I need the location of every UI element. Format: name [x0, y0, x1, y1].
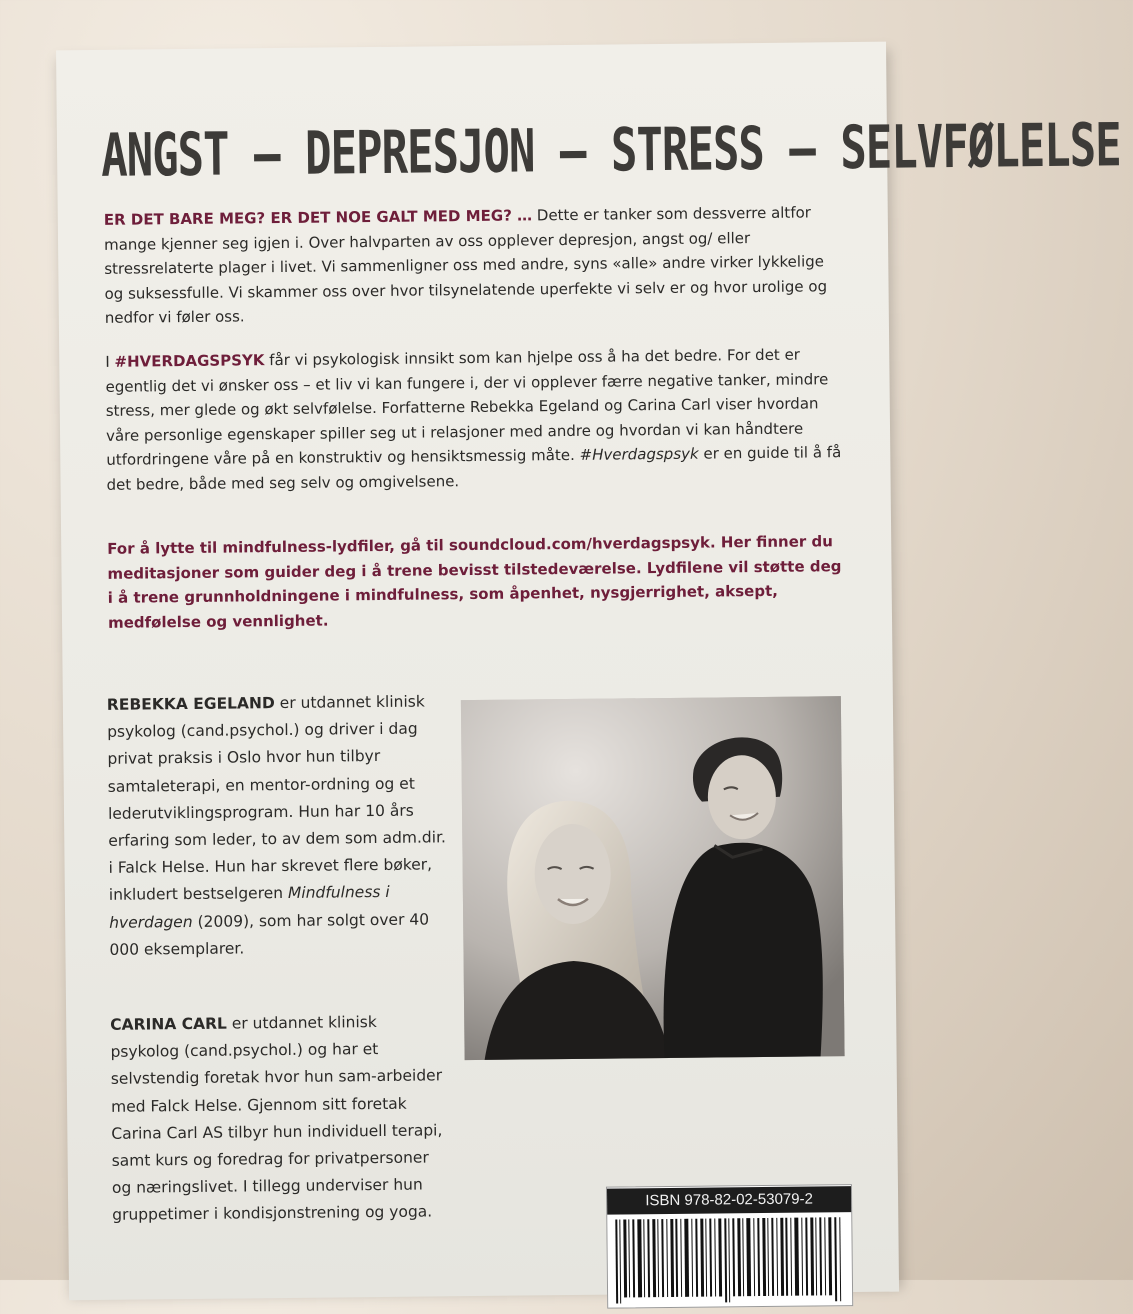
bio-rebekka-text-2: (2009), som har solgt over 40 000 eksemplarer.: [109, 910, 430, 959]
cover-title: ANGST – DEPRESJON – STRESS – SELVFØLELSE: [100, 111, 1122, 191]
book-title-mindfulness: Mindfulness i hverdagen: [109, 883, 390, 932]
author-name-carina: CARINA CARL: [110, 1014, 227, 1034]
isbn-number: ISBN 978-82-02-53079-2: [607, 1186, 851, 1215]
authors-photo-illustration: [461, 696, 845, 1060]
authors-photo: [461, 696, 845, 1060]
intro-lead: ER DET BARE MEG? ER DET NOE GALT MED MEG? …: [103, 206, 533, 229]
author-bio-carina: [110, 1008, 452, 1229]
about-hashtag: #HVERDAGSPSYK: [114, 351, 265, 371]
barcode-graphic: [613, 1217, 846, 1303]
bio-rebekka-text-1: er utdannet klinisk psykolog (cand.psychol.) og driver i dag privat praksis i Oslo hvor hun tilbyr samtaleterapi, en mentor-ordning og et lederutviklingsprogram. Hun har 10 års erfaring som leder, to av dem som adm.dir. i Falck Helse. Hun har skrevet flere bøker, inkludert bestselgeren: [107, 692, 447, 905]
bio-carina-text: er utdannet klinisk psykolog (cand.psychol.) og har et selvstendig foretak hvor hun sam-arbeider med Falck Helse. Gjennom sitt foretak Carina Carl AS tilbyr hun individuell terapi, samt kurs og foredrag for privatpersoner og næringslivet. I tillegg underviser hun gruppetimer i kondisjonstrening og yoga.: [110, 1013, 443, 1225]
mindfulness-paragraph: For å lytte til mindfulness-lydfiler, gå til soundcloud.com/hverdagspsyk. Her finner du meditasjoner som guider deg i å trene bevisst tilstedeværelse. Lydfilene vil støtte deg i å trene grunnholdningene i mindfulness, som åpenhet, nysgjerrighet, aksept, medfølelse og vennlighet.: [107, 532, 842, 632]
about-text-2: er en guide til å få det bedre, både med seg selv og omgivelsene.: [106, 443, 842, 494]
about-prefix: I: [105, 352, 115, 371]
intro-paragraph: [104, 200, 845, 330]
about-title-italic: #Hverdagspsyk: [579, 444, 699, 464]
isbn-barcode: [606, 1184, 853, 1309]
about-paragraph: [105, 342, 846, 497]
intro-text: Dette er tanker som dessverre altfor mange kjenner seg igjen i. Over halvparten av oss opplever depresjon, angst og/ eller stressrelaterte plager i livet. Vi sammenligner oss med andre, syns «alle» andre virker lykkelige og suksessfulle. Vi skammer oss over hvor tilsynelatende uperfekte vi selv er og hvor urolige og nedfor vi føler oss.: [103, 203, 828, 327]
author-bio-rebekka: [107, 688, 450, 964]
book-back-cover: [56, 42, 1122, 1301]
author-name-rebekka: REBEKKA EGELAND: [106, 694, 275, 714]
about-text-1: får vi psykologisk innsikt som kan hjelpe oss å ha det bedre. For det er egentlig det vi ønsker oss – et liv vi kan fungere i, der vi opplever færre negative tanker, mindre stress, mer glede og økt selvfølelse. Forfatterne Rebekka Egeland og Carina Carl viser hvordan våre personlige egenskaper spiller seg ut i relasjoner med andre og hvordan vi kan håndtere utfordringene våre på en konstruktiv og hensiktsmessig måte.: [105, 345, 829, 469]
